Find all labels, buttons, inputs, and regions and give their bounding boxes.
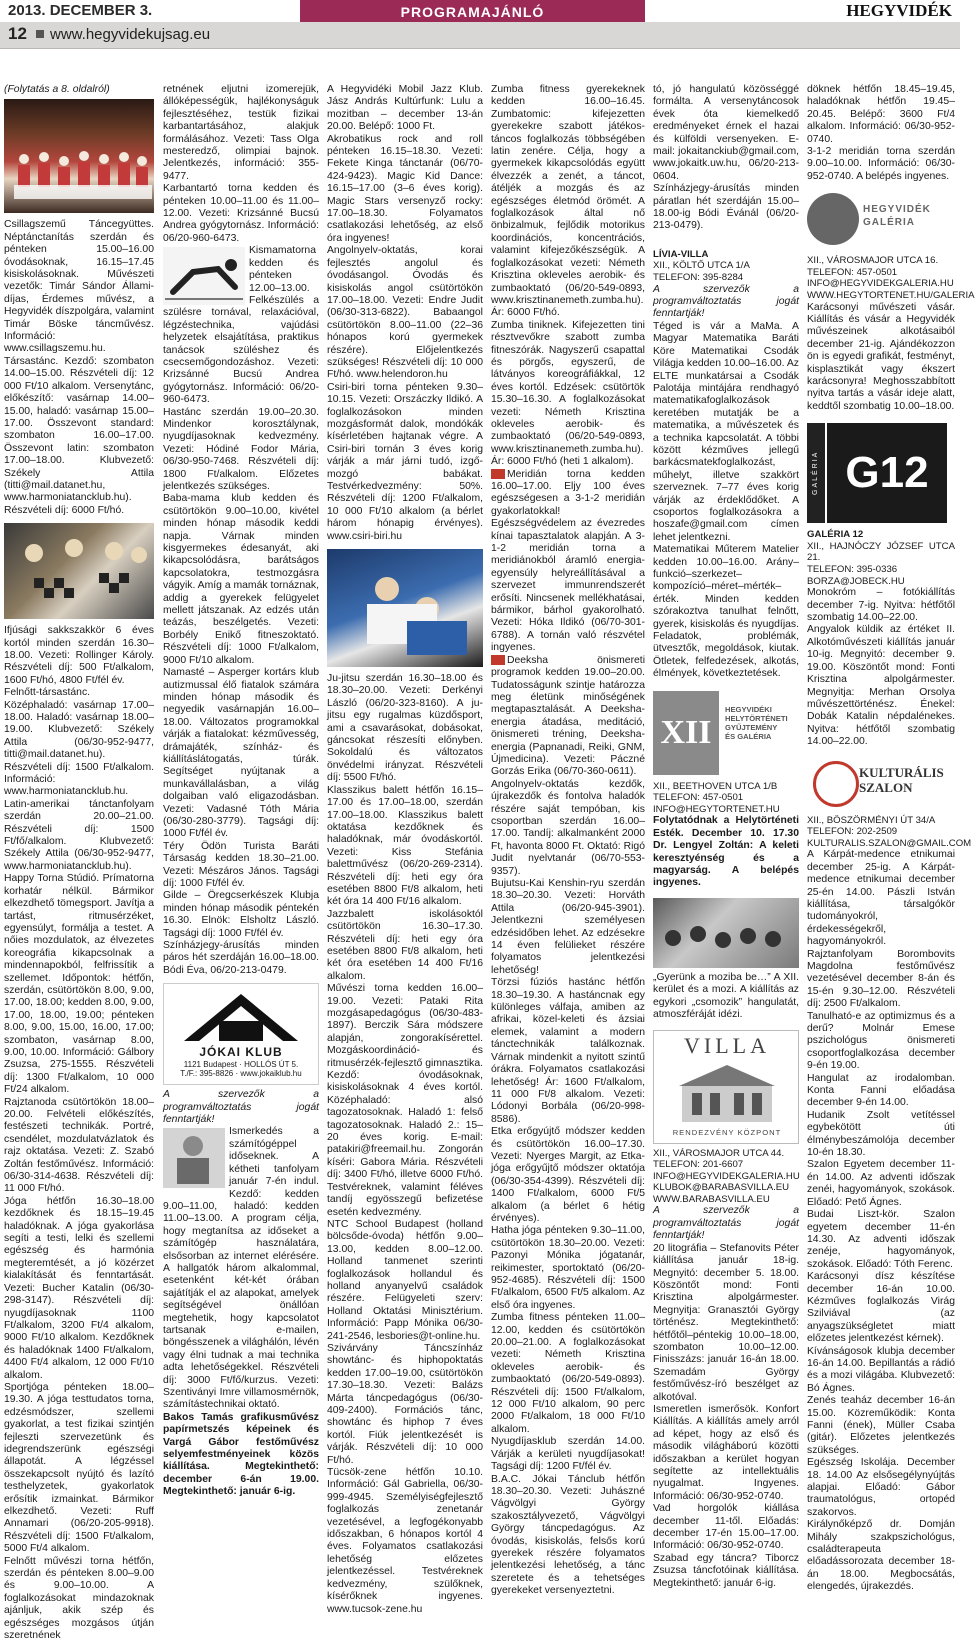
dancers-illustration xyxy=(4,99,154,213)
program-vad-horgolok: Vad horgolók kiállása december 11-től. Előadás: december 17-én 15.00–17.00. Információ: 06/30-952-0740. xyxy=(653,1503,799,1552)
new-badge-icon xyxy=(491,655,505,665)
venue-phone: TELEFON: 457-0501 xyxy=(653,792,744,804)
header-top-bar xyxy=(0,0,960,22)
galeria-side-label: GALÉRIA xyxy=(807,423,825,523)
program-bakos-tamas: Bakos Tamás grafikusművész papírmetszés képeinek és Vargá Gábor festőművész selyemfestményeinek közös kiállítása. Megtekinthető: december 6-án 19.00. Megtekinthető: január 6-ig. xyxy=(163,1411,319,1498)
venue-name: GALÉRIA 12 xyxy=(807,529,864,541)
program-optimizmus: Tanulható-e az optimizmus és a derű? Molnár Emese pszichológus önismereti csoportfoglalkozása december 9-én 19.00. xyxy=(807,1010,955,1072)
kulturalis-szalon-info xyxy=(807,814,972,850)
venue-address: XII., BÖSZÖRMÉNYI ÚT 34/A xyxy=(807,814,936,826)
program-felnott-tarsastanc: Felnőtt-társastánc. Középhaladó: vasárnap 17.00–18.00. Haladó: vasárnap 18.00–19.00. Klubvezető: Székely Attila (06/30-952-9477, titti@mail.datanet.hu). Részvételi díj: 1500 Ft/alkalom. Információ: www.harmoniatancklub.hu. xyxy=(4,687,154,798)
program-kivansagosok: Kívánságosok klubja december 16-án 14.00. Bepillantás a rádió és a mozi világába. Klubvezető: Bó Ágnes. xyxy=(807,1345,955,1394)
program-happy-torna: Happy Torna Stúdió. Prímatorna korhatár nélkül. Bármikor elkezdhető tömegsport. Javítja a tartást, ritmusérzéket, egyensúlyt, formálja a testet. A nőies mozdulatok, az élvezetes koreográfia kikapcsolnak a mindennapokból, felfrissítik a szellemet. Időpontok: hétfőn, szerdán, csütörtökön 8.00, 9.00, 17.00, 18.00; kedden 8.00, 9.00, 17.00, 18.00, 19.00; pénteken 8.00, 9.00, 15.00, 16.00, 17.00; szombaton, vasárnap 8.00, 9.00, 10.00. Információ: Gálbory Zsuzsa, 275-1555. Részvételi díj: 1300 Ft/alkalom, 10 000 Ft/24 alkalom. xyxy=(4,873,154,1096)
kulturalis-szalon-logo xyxy=(807,757,955,809)
venue-web[interactable]: WWW.HEGYTORTENET.HU/GALERIA xyxy=(807,290,975,302)
program-latin: Latin-amerikai tánctanfolyam szerdán 20.00–21.00. Részvételi díj: 1500 Ft/fő/alkalom. Klubvezető: Székely Attila (06/30-952-9477, www.harmoniatancklub.hu). xyxy=(4,798,154,872)
program-hangulat: Hangulat az irodalomban. Konta Fanni előadása december 9-én 14.00. xyxy=(807,1072,955,1109)
program-meridian-szerda: 3-1-2 meridián torna szerdán 9.00–10.00. Információ: 06/30-952-0740. A belépés ingyenes. xyxy=(807,146,955,182)
program-muveszi-torna: Felnőtt művészi torna hétfőn, szerdán és pénteken 8.00–9.00 és 9.00–10.00. A foglalkozásokat mindazoknak ajánljuk, akik szép és egészséges mozgásos útján szeretnének xyxy=(4,1555,154,1642)
program-karpat-medence: A Kárpát-medence etnikumai december 25-ig. A Kárpát-medence etnikumai december 25-én 14.00. Pászli István kiállítása, társalgókör tudományokról, érdekességekről, hagyományokról. xyxy=(807,849,955,948)
program-hastanc: Hastánc szerdán 19.00–20.30. Mindenkor korosztálynak, nyugdíjasoknak kedvezmény. Vezeti: Hódiné Fodor Mária, 06/30-950-7468. Részvételi díj: 1800 Ft/alkalom. Előzetes jelentkezés szükséges. xyxy=(163,406,319,492)
column-5 xyxy=(653,84,800,1589)
program-litografia: 20 litográfia – Stefanovits Péter kiállítása január 18-ig. Megnyitó: december 5. 18.00. Köszöntőt mond: Fonti Krisztina alpolgármester. Megnyitja: Granasztói György történész. Megtekinthető: hétfőtől–péntekig 10.00–18.00, szombaton 10.00–12.00. Finisszázs: január 16-án 18.00. Szemadám György festőművész-író beszélget az alkotóval. xyxy=(653,1242,799,1403)
program-zumba-gyerek: Zumba fitness gyerekeknek kedden 16.00–16.45. Zumbatomic: kifejezetten gyerekekre szabott játékos-táncos foglalkozás többségében latin zenére. Célja, hogy a gyermekek kikapcsolódás együtt élvezzék a zenét, a táncot, átéljék a mozgás és az egészséges életmód örömét. A foglalkozások által nő önbizalmuk, fejlődik motorikus koordinációs, koncentrációs, valamint kifejezőkészségük. A foglalkozásokat vezeti: Németh Krisztina okleveles aerobik- és zumbaoktató (06/20-549-0893, www.krisztinanemeth.zumba.hu). Ár: 6000 Ft/hó. xyxy=(491,84,645,319)
program-mama: Téged is vár a MaMa. A Magyar Matematika Baráti Köre Matematikai Csodák Világja kedden 10.00–16.00. Az ELTE munkatársai a Csodák Palotája mintájára rendhagyó matematikafoglalkozások keretében mutatják be a matematika, a művészetek és a technika kapcsolatát. A többi között kézműves jellegű barkácsmatekfoglalkozást, műhelyt, illetve szakkört szerveznek. 7–77 éves korig várják az érdeklődőket. A csoportos foglalkozásokra a hoszafe@gmail.com címen lehet jelentkezni. xyxy=(653,320,799,543)
galeria-logo-text: HEGYVIDÉK GALÉRIA xyxy=(863,204,931,229)
program-kismamatorna: Kismamatorna kedden és pénteken 12.00–13.00. Felkészülés a szülésre tornával, relaxációval, légzéstechnika, vajúdási helyzetek elsajátítása, praktikus tanácsok szüléshez és csecsemőgondozáshoz. Vezeti: Krizsánné Bucsú Andrea gyógytornász. Információ: 06/20-960-6473. xyxy=(163,245,319,406)
program-karacsonyi-disz: Karácsonyi dísz készítése december 16-án 10.00. Kézműves foglalkozás Virág Szilviával (az anyagszükségletet miatt előzetes jelentkezést kérnek). xyxy=(807,1271,955,1345)
computer-user-illustration xyxy=(163,1128,225,1188)
program-csiri-biri: Csiri-biri torna pénteken 9.30–10.15. Vezeti: Orszáczky Ildikó. A foglalkozásokon minden mozgásformát dalok, mondókák kísérletében hajtanak végre. A Csiri-biri tornán 3 éves korig várják a már járni tudó, izgő-mozgó babákat. Testvérkedvezmény: 50%. Részvételi díj: 1200 Ft/alkalom, 10 000 Ft/10 alkalom (a bérlet három hónapig érvényes). www.csiri-biri.hu xyxy=(327,381,483,542)
club-name: JÓKAI KLUB xyxy=(199,1045,283,1060)
cinema-crowd-illustration xyxy=(653,898,799,968)
program-szinhazjegy: Színházjegy-árusítás minden páros hét szerdáján 16.00–18.00. Bódi Éva, 06/20-213-0479. xyxy=(163,940,319,976)
program-bujutsu: Bujutsu-Kai Kenshin-ryu szerdán 18.30–20.30. Vezeti: Horváth Attila (06/20-945-3901). Jelentkezni személyesen edzésidőben lehet. Az edzésekre 14 éven felülieket részére folyamatos jelentkezési lehetőség! xyxy=(491,878,645,976)
program-szinhazjegy-2: Színházjegy-árusítás minden páratlan hét szerdáján 15.00–18.00-ig Bódi Évánál (06/20-213-0479). xyxy=(653,183,799,232)
venue-phone: TELEFON: 395-8284 xyxy=(653,272,744,284)
program-angolnyelv: Angolnyelv-oktatás, korai fejlesztés angolul és óvodásangol. Óvodás és kisiskolás angol csütörtökön 17.00–18.00. Vezeti: Endre Judit (06/30-313-6822). Babaangol csütörtökön 8.00–11.00 (22–36 hónapos korú gyermekek részére). Előjelentkezés szükséges! Részvételi díj: 10 000 Ft/hó. www.helendoron.hu xyxy=(327,245,483,381)
program-szabad-tanc: Szabad egy táncra? Tiborcz Zsuzsa táncfotóinak kiállítása. Megtekinthető: január 6-ig. xyxy=(653,1552,799,1589)
continuation-note: (Folytatás a 8. oldalról) xyxy=(4,84,110,95)
venue-phone: TELEFON: 457-0501 xyxy=(807,266,898,278)
program-hatha-joga: Hatha jóga pénteken 9.30–11.00, csütörtökön 18.30–20.00. Vezeti: Pazonyi Mónika jógatanár, reikimester, sportoktató (06/20-952-4685). Részvételi díj: 1500 Ft/alkalom, 6500 Ft/5 alkalom. Az első óra ingyenes. xyxy=(491,1225,645,1311)
program-szalon-egyetem: Szalon Egyetem december 11-én 14.00. Az adventi időszak zenéi, hagyományok, szokások. Előadó: Pető Ágnes. xyxy=(807,1159,955,1208)
program-mozi: „Gyerünk a moziba be…” A XII. kerület és a mozi. A kiállítás az egykori „csomozik” hangulatát, atmoszféráját idézi. xyxy=(653,971,799,1021)
program-zenes-teahaz: Zenés teaház december 16-án 15.00. Közreműködik: Konta Fanni (ének), Müller Csaba (gitár). Előzetes jelentkezés szükséges. xyxy=(807,1395,955,1456)
program-meridian-torna: Meridián torna kedden 16.00–17.00. Eljy 100 éves egészségesen a 3-1-2 meridián gyakorlatokkal! Egészségvédelem az évezredes kínai tapasztalatok alapján. A 3-1-2 meridián torna a meridiánokból áramló energia-egyensúly helyreállításával a szervezet immunrendszerét erősíti. Nincsenek mellékhatásai, bármikor, bárhol gyakorolható. Vezeti: Hóka Ildikó (06/70-301-6788). A tornán való részvétel ingyenes. xyxy=(491,468,645,654)
program-muveszi-torna-pataki: Művészi torna kedden 16.00–19.00. Vezeti: Pataki Rita mozgásapedagógus (06/30-483-1897). Berczik Sára módszere alapján, zongorakísérettel. Mozgáskoordináció- és ritmusérzék-fejlesztő gimnasztika. Kezdő: óvodásoknak, kisiskolásoknak 4 éves kortól. Középhaladó: alsó tagozatosoknak. Haladó 1: felső tagozatosoknak. Haladó 2.: 15–20 éves korig. E-mail: patakiri@freemail.hu. Zongorán kíséri: Gabora Mária. Részvételi díj: 3400 Ft/hó, illetve 6000 Ft/hó. Testvéreknek, valamint féléves tandíj egyösszegű befizetése esetén kedvezmény. xyxy=(327,983,483,1218)
program-rajztanoda: Rajztanoda csütörtökön 18.00–20.00. Felvételi előkészítés, festészeti technikák. Portré, csendélet, mozdulatvázlatok és rajz oktatása. Vezeti: Z. Szabó Zoltán festőművész. Információ: 06/30-314-4638. Részvételi díj: 11 000 Ft/hó. xyxy=(4,1096,154,1195)
program-matelier: Matematikai Műterem Matelier kedden 10.00–16.00. Arány–funkció–szerkezet–kompozíció–méret–mérték–érték. Minden kedden szórakoztva tanulhat felnőtt, gyerek, kisiskolás és nyugdíjas. Feladatok, problémák, ütvesztők, megoldások, kiutak. Ötletek, felfedezések, alkotás, élmények, következtetések. xyxy=(653,544,799,680)
square-bullet-icon xyxy=(36,30,44,38)
program-karacsonyi-vasar: Karácsonyi művészeti vásár. Kiállítás és vásár a Hegyvidék művészeinek alkotásaiból december 21-ig. Ajándékozzon ön is egyedi grafikát, festményt, kisplasztikát vagy ékszert karácsonyra! Meghosszabbított nyitva tartás a vásár ideje alatt, keddtől szombatig 10.00–18.00. xyxy=(807,301,955,412)
computer-course-photo xyxy=(163,1128,225,1188)
column-4 xyxy=(491,84,645,1597)
program-torzsi-hastanc: Törzsi fúziós hastánc hétfőn 18.30–19.30. A hastáncnak egy különleges válfaja, amiben az afrikai, közel-keleti és ázsiai elemek, valamint a modern tánctechnikák találkoznak. Várnak mindenkit a nyitott szintű órákra. Folyamatos csatlakozási lehetőség! Ár: 1600 Ft/alkalom, 11 000 Ft/8 alkalom. Vezeti: Lódonyi Borbála (06/20-998-8586). xyxy=(491,977,645,1125)
logo-text: HEGYVIDÉKI HELYTÖRTÉNETI GYŰJTEMÉNY ÉS GALÉRIA xyxy=(725,704,788,741)
venue-address: XII., KÖLTŐ UTCA 1/A xyxy=(653,260,750,272)
mozi-photo xyxy=(653,898,799,968)
program-hudanik: Hudanik Zsolt vetítéssel egybekötött úti élménybeszámolója december 10-én 18.30. xyxy=(807,1109,955,1159)
venue-phone: TELEFON: 201-6607 xyxy=(653,1159,744,1171)
program-szivarvany: Szivárvány Táncszínház showtánc- és hiphopoktatás kedden 17.00–19.00, csütörtökön 17.30–18.30. Vezeti: Balázs Márta táncpedagógus (06/30-409-2400). Formációs tánc, showtánc és hiphop 7 éves kortól. Fiúk jelentkezését is várják. Részvételi díj: 10 000 Ft/hó. xyxy=(327,1342,483,1466)
ju-jitsu-photo xyxy=(327,549,483,667)
program-ju-jitsu: Ju-jitsu szerdán 16.30–18.00 és 18.30–20.00. Vezeti: Derkényi László (06/20-323-8160). A ju-jitsu egy rugalmas küzdősport, ami a csavarásokat, dobásokat, gáncsokat részesíti előnyben. Sokoldalú és változatos önvédelmi irányzat. Részvételi díj: 5500 Ft/hó. xyxy=(327,673,483,784)
program-namaste: Namasté – Asperger kortárs klub autizmussal élő fiatalok számára minden hónap második és negyedik vasárnapján 16.00–18.00. Változatos programokkal várják a fiatalokat: kézművesség, drámajáték, színház- és kiállításlátogatás, túrák. Segítséget nyújtanak a munkavállalásban, a világ dolgaiban való eligazodásban. Vezeti: Vadasné Tóth Mária (06/30-280-3779). Tagsági díj: 1000 Ft/fél év. xyxy=(163,667,319,840)
column-1 xyxy=(4,84,154,1642)
venue-email[interactable]: INFO@HEGYVIDEKGALERIA.HU xyxy=(653,1170,800,1182)
szalon-ring-icon xyxy=(813,761,859,807)
dance-group-photo xyxy=(4,99,154,213)
chessboard-illustration xyxy=(4,523,154,619)
program-tass-olga: retnének eljutni izomerejük, állóképességük, hajlékonyságuk fejlesztéséhez, testük fizikai karbantartásához, alakjuk formálásához. Vezeti: Tass Olga mesteredző, olimpiai bajnok. Jelentkezés, információ: 355-9477. xyxy=(163,84,319,182)
roman-numeral-logo: XII xyxy=(653,691,719,775)
program-nyugdijasklub: Nyugdíjasklub szerdán 14.00. Várják a kerületi nyugdíjasokat! Tagsági díj: 1200 Ft/fél év. xyxy=(491,1436,645,1473)
program-kiralynokepzo: Királynőképző dr. Domján Mihály szakpszichológus, családterapeuta előadássorozata december 18-án 18.00. Megbocsátás, elengedés, újrakezdés. xyxy=(807,1519,955,1593)
barabas-villa-info xyxy=(653,1148,799,1206)
program-egeszseg-iskolaja: Egészség Iskolája. December 18. 14.00 Az elsősegélynyújtás alapjai. Előadó: Gábor traumatológus, ortopéd szakorvos. xyxy=(807,1457,955,1518)
venue-address: XII., VÁROSMAJOR UTCA 44. xyxy=(653,1147,785,1159)
program-ismeretlen: Ismeretlen ismerősök. Konfort Kiállítás. A kiállítás amely arról ad képet, hogy az első és második világháború közötti időszakban a kerület hogyan segítette az intellektuális nyugalmat. Ingyenes. Információ: 06/30-952-0740. xyxy=(653,1403,799,1502)
villa-name: VILLA xyxy=(684,1032,770,1058)
galeria-circle-icon xyxy=(807,193,859,245)
program-tery-odon: Téry Ödön Turista Baráti Társaság kedden 18.30–21.00. Vezeti: Mészáros János. Tagsági díj: 1000 Ft/fél év. xyxy=(163,840,319,889)
program-jazzbalett: Jazzbalett iskolásoktól csütörtökön 16.30–17.30. Részvételi díj: heti egy óra esetében 8800 Ft/8 alkalom, heti két óra esetében 14 400 Ft/16 alkalom. xyxy=(327,908,483,982)
program-jokai-tanc-cont: tó, jó hangulatú közösséggé formálta. A versenytáncosok évek óta kiemelkedő eredményeket érnek el hazai és külföldi versenyeken. E-mail: jokaitanckiub@gmail.com, www.jokaitk.uw.hu, 06/20-213-0604. xyxy=(653,84,799,182)
newspaper-name: HEGYVIDÉK xyxy=(846,1,952,20)
club-address: 1121 Budapest · HOLLÓS ÚT 5. T./F.: 395-8826 · www.jokaiklub.hu xyxy=(180,1060,302,1079)
page-number: 12 xyxy=(8,24,27,43)
venue-address: XII., VÁROSMAJOR UTCA 16. xyxy=(807,255,939,267)
venue-phone: TELEFON: 202-2509 xyxy=(807,826,898,838)
venue-address: XII., HAJNÓCZY JÓZSEF UTCA 21. xyxy=(807,540,955,564)
program-helytorteneti-estek: Folytatódnak a Helytörténeti Esték. December 10. 17.30 Dr. Lengyel Zoltán: A keleti keresztyénség és a magyarság. A belépés ingyenes. xyxy=(653,815,799,889)
villa-building-illustration xyxy=(654,1061,800,1125)
section-title: PROGRAMAJÁNLÓ xyxy=(300,0,645,24)
venue-email-2[interactable]: KLUBOK@BARABASVILLA.EU xyxy=(653,1182,790,1194)
venue-name: LÍVIA-VILLA xyxy=(653,248,709,260)
issue-date: 2013. DECEMBER 3. xyxy=(8,2,153,19)
header-info-bar xyxy=(0,22,960,49)
galeria12-logo xyxy=(807,423,955,523)
program-szamitogep: Ismerkedés a számítógéppel időseknek. A kétheti tanfolyam január 7-én indul. Kezdő: kedden 9.00–11.00, haladó: kedden 11.00–13.00. A program célja, hogy megtanítsa az időseket a számítógép használatára, elsősorban az internet elérésére. A hallgatók három alkalommal, esetenként két-két órában sajátítják el az alapokat, amelyek segítségével önállóan megtehetik, hogy kapcsolatot tartsanak e-mailen, böngésszenek a világhálón, lévén vagy élni tudnak a mai technika adta lehetőségekkel. Részvételi díj: 3000 Ft/fő/kurzus. Vezeti: Szentiványi Imre villamosmérnök, számítástechnikai oktató. xyxy=(163,1126,319,1411)
program-bac-jokai: B.A.C. Jókai Tánclub hétfőn 18.30–20.30. Vezeti: Juhászné Vágvölgyi György szakosztályvezető, Vágvölgyi György táncpedagógus. Az óvodás, kisiskolás, felsős korú gyerekek részére folyamatos jelentkezési lehetőség, a tánc szeretete és a tehetséges gyerekeket versenyeztetni. xyxy=(491,1473,645,1597)
hegyvidek-galeria-logo xyxy=(807,193,955,249)
program-tucsok-zene: Tücsök-zene hétfőn 10.10. Információ: Gál Gabriella, 06/30-999-4945. Személyiségfejlesztő foglalkozás zenetanár vezetésével, a legfogékonyabb időszakban, 6 hónapos kortól 4 éves. Folyamatos csatlakozási lehetőség előzetes jelentkezéssel. Testvéreknek kedvezmény, szülőknek, kísérőknek ingyenes. www.tucsok-zene.hu xyxy=(327,1467,483,1615)
program-deeksha: Deeksha önismereti programok kedden 19.00–20.00. Tudatosságunk szintje határozza meg életünk minőségének megtapasztalását. A Deeksha-energia átadása, meditáció, önismereti tréning, Deeksha-energia (Papnanadi, Reiki, GNM, Újmedicina). Vezeti: Páczné Gorzás Erika (06/70-360-0611). xyxy=(491,654,645,778)
column-6 xyxy=(807,84,975,1593)
livia-villa-info xyxy=(653,249,799,284)
szalon-logo-text: KULTURÁLIS SZALON xyxy=(859,764,944,795)
venue-email[interactable]: INFO@HEGYVIDEKGALERIA.HU xyxy=(807,278,954,290)
website-link[interactable]: www.hegyvidekujsag.eu xyxy=(50,26,211,43)
g12-logo-text: G12 xyxy=(827,423,947,523)
program-akrobatikus-rock: Akrobatikus rock and roll pénteken 16.15–18.30. Vezeti: Fekete Kinga tánctanár (06/70-424-9423). Magic Kid Dance: 16.15–17.00 (3–6 éves korig). Magic Stars versenyző rocky: 17.00–18.30. Folyamatos csatlakozási lehetőség, az első óra ingyenes! xyxy=(327,133,483,244)
program-sakk: Ifjúsági sakkszakkör 6 éves kortól minden szerdán 16.30–18.00. Vezeti: Rollinger Károly. Részvételi díj: 500 Ft/alkalom, 1600 Ft/hó, 4800 Ft/fél év. xyxy=(4,625,154,686)
helytorteneti-info xyxy=(653,781,799,816)
program-angyalok: Angyalok küldik az értéket II. Alkotóművészeti kiállítás január 10-ig. Megnyitó: december 9. 19.00. Köszöntőt mond: Fonti Krisztina alpolgármester. Megnyitja: Merhan Orsolya művészettörténész. Énekel: Dobák Katalin népdalénekes. Nyitva: hétfőtől szombatig 14.00–22.00. xyxy=(807,624,955,748)
program-joga: Jóga hétfőn 16.30–18.00 kezdőknek és 18.15–19.45 haladóknak. A jóga gyakorlása segíti a testi, lelki és szellemi egészség és harmónia megteremtését, a jó közérzet kialakítását és fenntartását. Vezeti: Bucher Katalin (06/30-298-3147). Részvételi díj: nyugdíjasoknak 1100 Ft/alkalom, 3200 Ft/4 alkalom, 9000 Ft/10 alkalom. Kezdőknek és haladóknak 1400 Ft/alkalom, 4400 Ft/4 alkalom, 12 000 Ft/10 alkalom. xyxy=(4,1195,154,1381)
program-klasszikus-balett: Klasszikus balett hétfőn 16.15–17.00 és 17.00–18.00, szerdán 17.00–18.00. Klasszikus balett oktatása kezdőknek és haladóknak, már óvodáskortól. Vezeti: Kiss Stefánia balettművész (06/20-269-2314). Részvételi díj: heti egy óra esetében 8800 Ft/8 alkalom, heti két óra 14 400 Ft/16 alkalom. xyxy=(327,784,483,908)
organizer-note-2: A szervezők a programváltoztatás jogát fenntartják! xyxy=(653,283,799,320)
hegyvidek-galeria-info xyxy=(807,255,975,302)
program-zumba-fitness: Zumba fitness pénteken 11.00–12.00, kedden és csütörtökön 20.00–21.00. A foglalkozásokat vezeti: Németh Krisztina okleveles aerobik- és zumbaoktató (06/20-549-0893). Részvételi díj: 1500 Ft/alkalom, 12 000 Ft/10 alkalom, 90 perc 2000 Ft/alkalom, 18 000 Ft/10 alkalom. xyxy=(491,1312,645,1435)
program-liszt-kor: Budai Liszt-kör. Szalon egyetem december 11-én 14.30. Az adventi időszak zenéje, hagyományok, szokások. Előadó: Tóth Ferenc. xyxy=(807,1209,955,1270)
venue-email[interactable]: INFO@HEGYTORTENET.HU xyxy=(653,803,780,815)
program-angolnyelv-kezdo: Angolnyelv-oktatás kezdők, újrakezdők és fontolva haladók részére saját tempóban, kis csoportban szerdán 16.00–17.00. Tandíj: alkalmanként 2000 Ft, havonta 8000 Ft. Oktató: Rigó Judit nyelvtanár (06/70-553-9357). xyxy=(491,778,645,877)
program-rajztanfolyam: Rajztanfolyam Borombovits Magdolna festőművész vezetésével december 8-án és 15-én 9.30–12.00. Részvételi díj: 2500 Ft/alkalom. xyxy=(807,948,955,1010)
venue-web[interactable]: WWW.BARABASVILLA.EU xyxy=(653,1193,770,1205)
program-gilde: Gilde – Öregcserkészek Klubja minden hónap második péntekén 16.30. Elnök: Elsholtz László. Tagsági díj: 1000 Ft/fél év. xyxy=(163,890,319,939)
new-badge-icon xyxy=(491,469,505,479)
program-etka: Etka erőgyújtő módszer kedden és csütörtökön 16.00–17.30. Vezeti: Nyerges Margit, az Etka-jóga erőgyűjtő módszer oktatója (06/30-354-4399). Részvételi díj: 1400 Ft/alkalom, 6000 Ft/5 alkalom (a bérlet 6 hétig érvényes). xyxy=(491,1126,645,1224)
program-mobil-jazz: A Hegyvidéki Mobil Jazz Klub. Jász András Kultúrfunk: Lulu a mozitban – december 13-án 20.00. Belépő: 1000 Ft. xyxy=(327,84,483,133)
organizer-note-3: A szervezők a programváltoztatás jogát fenntartják! xyxy=(653,1205,799,1242)
chess-players-photo xyxy=(4,523,154,619)
organizer-note: A szervezők a programváltoztatás jogát fenntartják! xyxy=(163,1089,319,1126)
helytorteneti-logo xyxy=(653,691,799,775)
venue-address: XII., BEETHOVEN UTCA 1/B xyxy=(653,780,778,792)
program-tarsastanc: Társastánc. Kezdő: szombaton 14.00–15.00. Részvételi díj: 12 000 Ft/10 alkalom. Versenytánc, előkészítő: vasárnap 14.00–15.00, haladó: vasárnap 15.00–17.00. Összevont standard: szombaton 16.00–17.00. Összevont latin: szombaton 17.00–18.00. Klubvezető: Székely Attila (titti@mail.datanet.hu, www.harmoniatancklub.hu). Részvételi díj: 6000 Ft/hó. xyxy=(4,355,154,516)
jokai-klub-logo xyxy=(163,983,319,1085)
program-zumba-tini: Zumba tiniknek. Kifejezetten tini résztvevőkre szabott zumba fitneszórák. Nagyszerű csapattal és pörgős, egyszerű, de látványos koreográfiákkal, 12 éves kortól. Edzések: csütörtök 15.30–16.30. A foglalkozásokat vezeti: Németh Krisztina okleveles aerobik- és zumbaoktató (06/20-549-0893, www.krisztinanemeth.zumba.hu). Ár: 6000 Ft/hó (heti 1 alkalom). xyxy=(491,319,645,468)
program-karbantarto-torna: Karbantartó torna kedden és pénteken 10.00–11.00 és 11.00–12.00. Vezeti: Krizsánné Bucsú Andrea gyógytornász. Információ: 06/20-960-6473. xyxy=(163,183,319,244)
program-sportjoga: Sportjóga pénteken 18.00–19.30. A jóga testtudatos torna, edzésmódszer, szellemi gyakorlat, a test fizikai szintjén fejleszti szervezetünk és idegrendszerünk egészségi állapotát. A légzéssel összekapcsolt nyújtó és lazító testhelyzetek, gyakorlatok erősítik izmainkat. Bármikor elkezdhető. Vezeti: Ruff Annamari (06/20-205-9918). Részvételi díj: 1500 Ft/alkalom, 5000 Ft/4 alkalom. xyxy=(4,1381,154,1555)
column-2 xyxy=(163,84,319,1498)
barabas-villa-logo xyxy=(653,1030,799,1144)
exercise-figure-illustration xyxy=(163,247,245,305)
venue-email[interactable]: KULTURALIS.SZALON@GMAIL.COM xyxy=(807,837,972,849)
program-ntc-school: NTC School Budapest (holland bölcsőde-óvoda) hétfőn 9.00–13.00, kedden 8.00–12.00. Holland tanmenet szerinti foglalkozások hollandul és holland anyanyelvű családok részére. Felügyeleti szerv: Holland Oktatási Minisztérium. Információ: Papp Mónika 06/30-241-2546, lesbories@t-online.hu. xyxy=(327,1218,483,1342)
building-illustration xyxy=(164,986,318,1048)
program-meridian-cont: döknek hétfőn 18.45–19.45, haladóknak hétfőn 19.45–20.45. Belépő: 3600 Ft/4 alkalom. Információ: 06/30-952-0740. xyxy=(807,84,955,145)
martial-arts-illustration xyxy=(327,549,483,667)
program-baba-mama: Baba-mama klub kedden és csütörtökön 9.00–10.00, kivétel minden hónap második keddi napja. Várnak minden kisgyermekes édesanyát, aki kikapcsolódásra, barátságos kapcsolatokra, testmozgásra vágyik. Amíg a mamák tornáznak, addig a gyerekek felügyelet mellett játszanak. Az edzés után teázás, beszélgetés. Vezeti: Borbély Enikő fitneszoktató. Részvételi díj: 1000 Ft/alkalom, 9000 Ft/10 alkalom. xyxy=(163,493,319,666)
pregnant-exercise-photo xyxy=(163,247,245,305)
galeria12-info xyxy=(807,529,955,587)
program-monokrom: Monokróm – fotókiállítás december 7-ig. Nyitva: hétfőtől szombatig 14.00–22.00. xyxy=(807,587,955,624)
venue-email[interactable]: BORZA@JOBECK.HU xyxy=(807,575,905,587)
program-csillagszemu: Csillagszemű Táncegyüttes. Néptánctanítás szerdán és pénteken 15.00–16.00 óvodásoknak, 16.15–17.45 kisiskolásoknak. Művészeti vezetők: Timár Sándor Állami-díjas, Érdemes művész, a Hegyvidék díszpolgára, valamint Timár Böske táncművész. Információ: www.csillagszemu.hu. xyxy=(4,219,154,355)
villa-subtitle: RENDEZVÉNY KÖZPONT xyxy=(672,1127,782,1137)
column-3 xyxy=(327,84,483,1615)
venue-phone: TELEFON: 395-0336 xyxy=(807,564,898,576)
